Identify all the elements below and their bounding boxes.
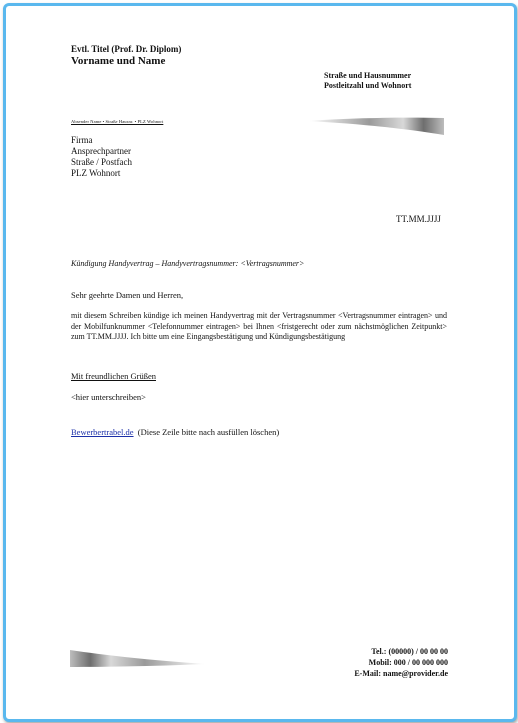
name-line: Vorname und Name — [71, 55, 166, 67]
document-page — [3, 3, 517, 722]
signature-placeholder: <hier unterschreiben> — [71, 392, 146, 402]
closing: Mit freundlichen Grüßen — [71, 371, 156, 381]
website-link[interactable]: Bewerbertrabel.de — [71, 427, 134, 437]
subject-line: Kündigung Handyvertrag – Handyvertragsnummer: <Vertragsnummer> — [71, 259, 305, 268]
contact-email: E-Mail: name@provider.de — [354, 669, 448, 678]
letter-date: TT.MM.JJJJ — [396, 214, 441, 224]
recipient-contact-person: Ansprechpartner — [71, 146, 131, 156]
title-line: Evtl. Titel (Prof. Dr. Diplom) — [71, 44, 182, 54]
footer-link-line — [71, 427, 279, 437]
swoosh-decoration-bottom — [70, 648, 206, 668]
contact-mobil: Mobil: 000 / 00 000 000 — [368, 658, 448, 667]
delete-note: (Diese Zeile bitte nach ausfüllen löschen) — [137, 427, 280, 437]
postal-line: Postleitzahl und Wohnort — [324, 81, 412, 90]
street-line: Straße und Hausnummer — [324, 71, 412, 80]
body-paragraph: mit diesem Schreiben kündige ich meinen Handyvertrag mit der Vertragsnummer <Vertragsnummer eintragen> und der Mobilfunknummer <Telefonnummer eintragen> bei Ihnen <fristgerecht oder zum nächstmöglichen Zeitpunkt> zum TT.MM.JJJJ. Ich bitte um eine Eingangsbestätigung und Kündigungsbestätigung — [71, 311, 447, 341]
swoosh-decoration-top — [308, 117, 444, 137]
salutation: Sehr geehrte Damen und Herren, — [71, 290, 184, 300]
sender-return-line: Absender Name • Straße Hausnr. • PLZ Wohnort — [71, 119, 164, 124]
recipient-city: PLZ Wohnort — [71, 168, 121, 178]
recipient-street: Straße / Postfach — [71, 157, 132, 167]
recipient-company: Firma — [71, 135, 93, 145]
contact-tel: Tel.: (00000) / 00 00 00 — [371, 647, 448, 656]
